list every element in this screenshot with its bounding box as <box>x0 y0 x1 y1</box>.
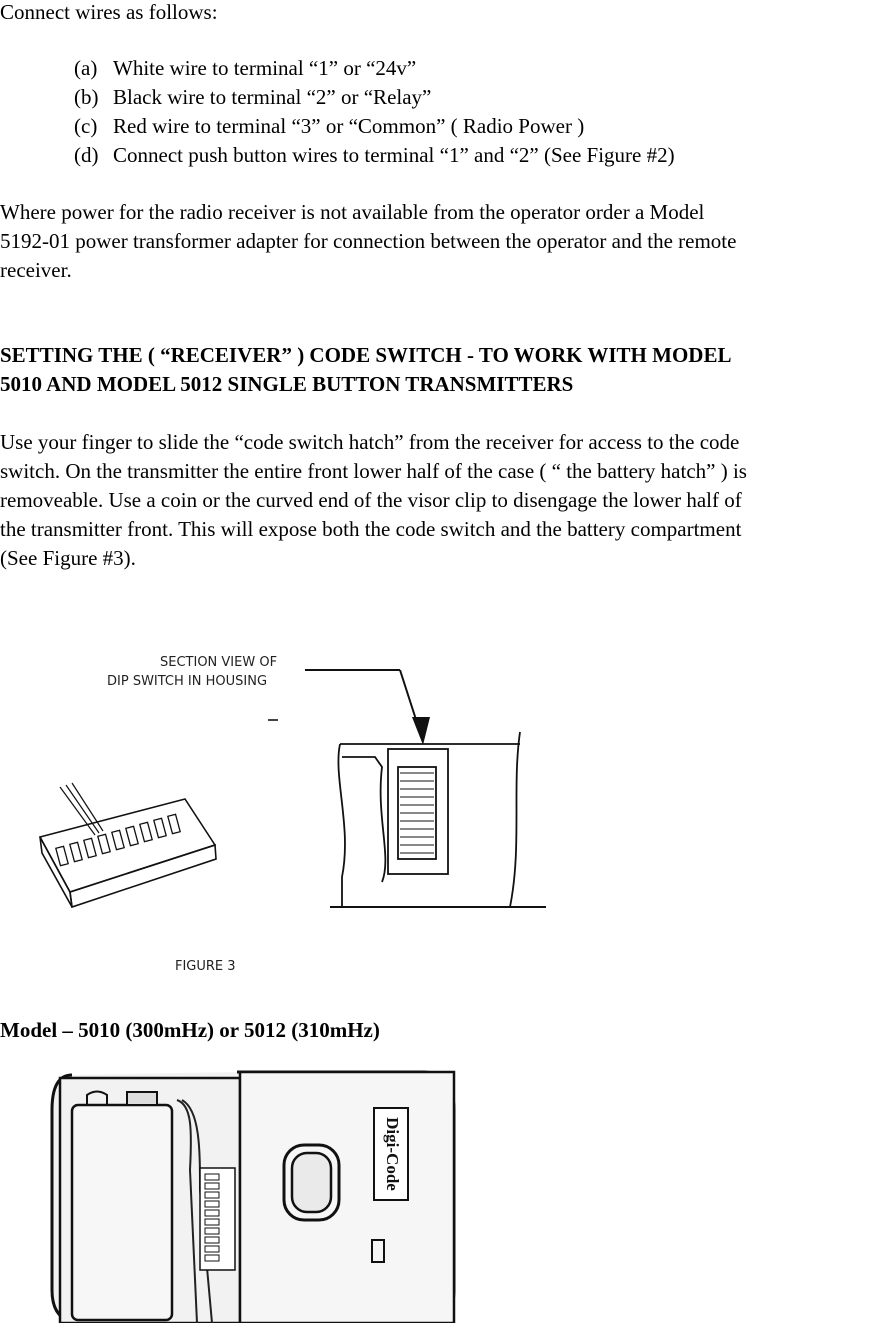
list-item-label: (d) <box>74 143 99 167</box>
figure-3-drawing <box>0 627 563 985</box>
figure-3-caption: FIGURE 3 <box>175 959 236 974</box>
list-item-text: Connect push button wires to terminal “1” and “2” (See Figure #2) <box>113 143 675 167</box>
list-item-text: Red wire to terminal “3” or “Common” ( Radio Power ) <box>113 114 585 138</box>
digi-code-logo <box>374 1108 408 1200</box>
list-item <box>74 83 431 112</box>
instruction-paragraph-line: switch. On the transmitter the entire front lower half of the case ( “ the battery hatch” ) is <box>0 459 747 483</box>
instruction-paragraph-line: (See Figure #3). <box>0 546 136 570</box>
logo-text: Digi-Code <box>383 1117 403 1191</box>
power-paragraph-line: receiver. <box>0 258 72 282</box>
list-item-label: (b) <box>74 85 99 109</box>
section-heading-line: 5010 AND MODEL 5012 SINGLE BUTTON TRANSMITTERS <box>0 372 574 396</box>
figure-3-callout-line1: SECTION VIEW OF <box>160 655 278 670</box>
list-item <box>74 112 584 141</box>
instruction-paragraph-line: removeable. Use a coin or the curved end of the visor clip to disengage the lower half of <box>0 488 742 512</box>
transmitter-drawing <box>22 1050 457 1323</box>
power-paragraph-line: Where power for the radio receiver is not available from the operator order a Model <box>0 200 705 224</box>
figure-3-image <box>0 627 563 985</box>
list-item-label: (c) <box>74 114 98 138</box>
list-item <box>74 141 675 170</box>
section-heading-line: SETTING THE ( “RECEIVER” ) CODE SWITCH - TO WORK WITH MODEL <box>0 343 732 367</box>
power-paragraph-line: 5192-01 power transformer adapter for connection between the operator and the remote <box>0 229 737 253</box>
list-item-text: Black wire to terminal “2” or “Relay” <box>113 85 432 109</box>
list-item <box>74 54 416 83</box>
instruction-paragraph-line: the transmitter front. This will expose both the code switch and the battery compartment <box>0 517 742 541</box>
figure-3-callout-line2: DIP SWITCH IN HOUSING <box>107 674 268 689</box>
model-heading: Model – 5010 (300mHz) or 5012 (310mHz) <box>0 1018 380 1042</box>
transmitter-figure <box>22 1050 457 1323</box>
list-item-label: (a) <box>74 56 98 80</box>
instruction-paragraph-line: Use your finger to slide the “code switch hatch” from the receiver for access to the code <box>0 430 740 454</box>
intro-text: Connect wires as follows: <box>0 0 218 24</box>
list-item-text: White wire to terminal “1” or “24v” <box>113 56 417 80</box>
